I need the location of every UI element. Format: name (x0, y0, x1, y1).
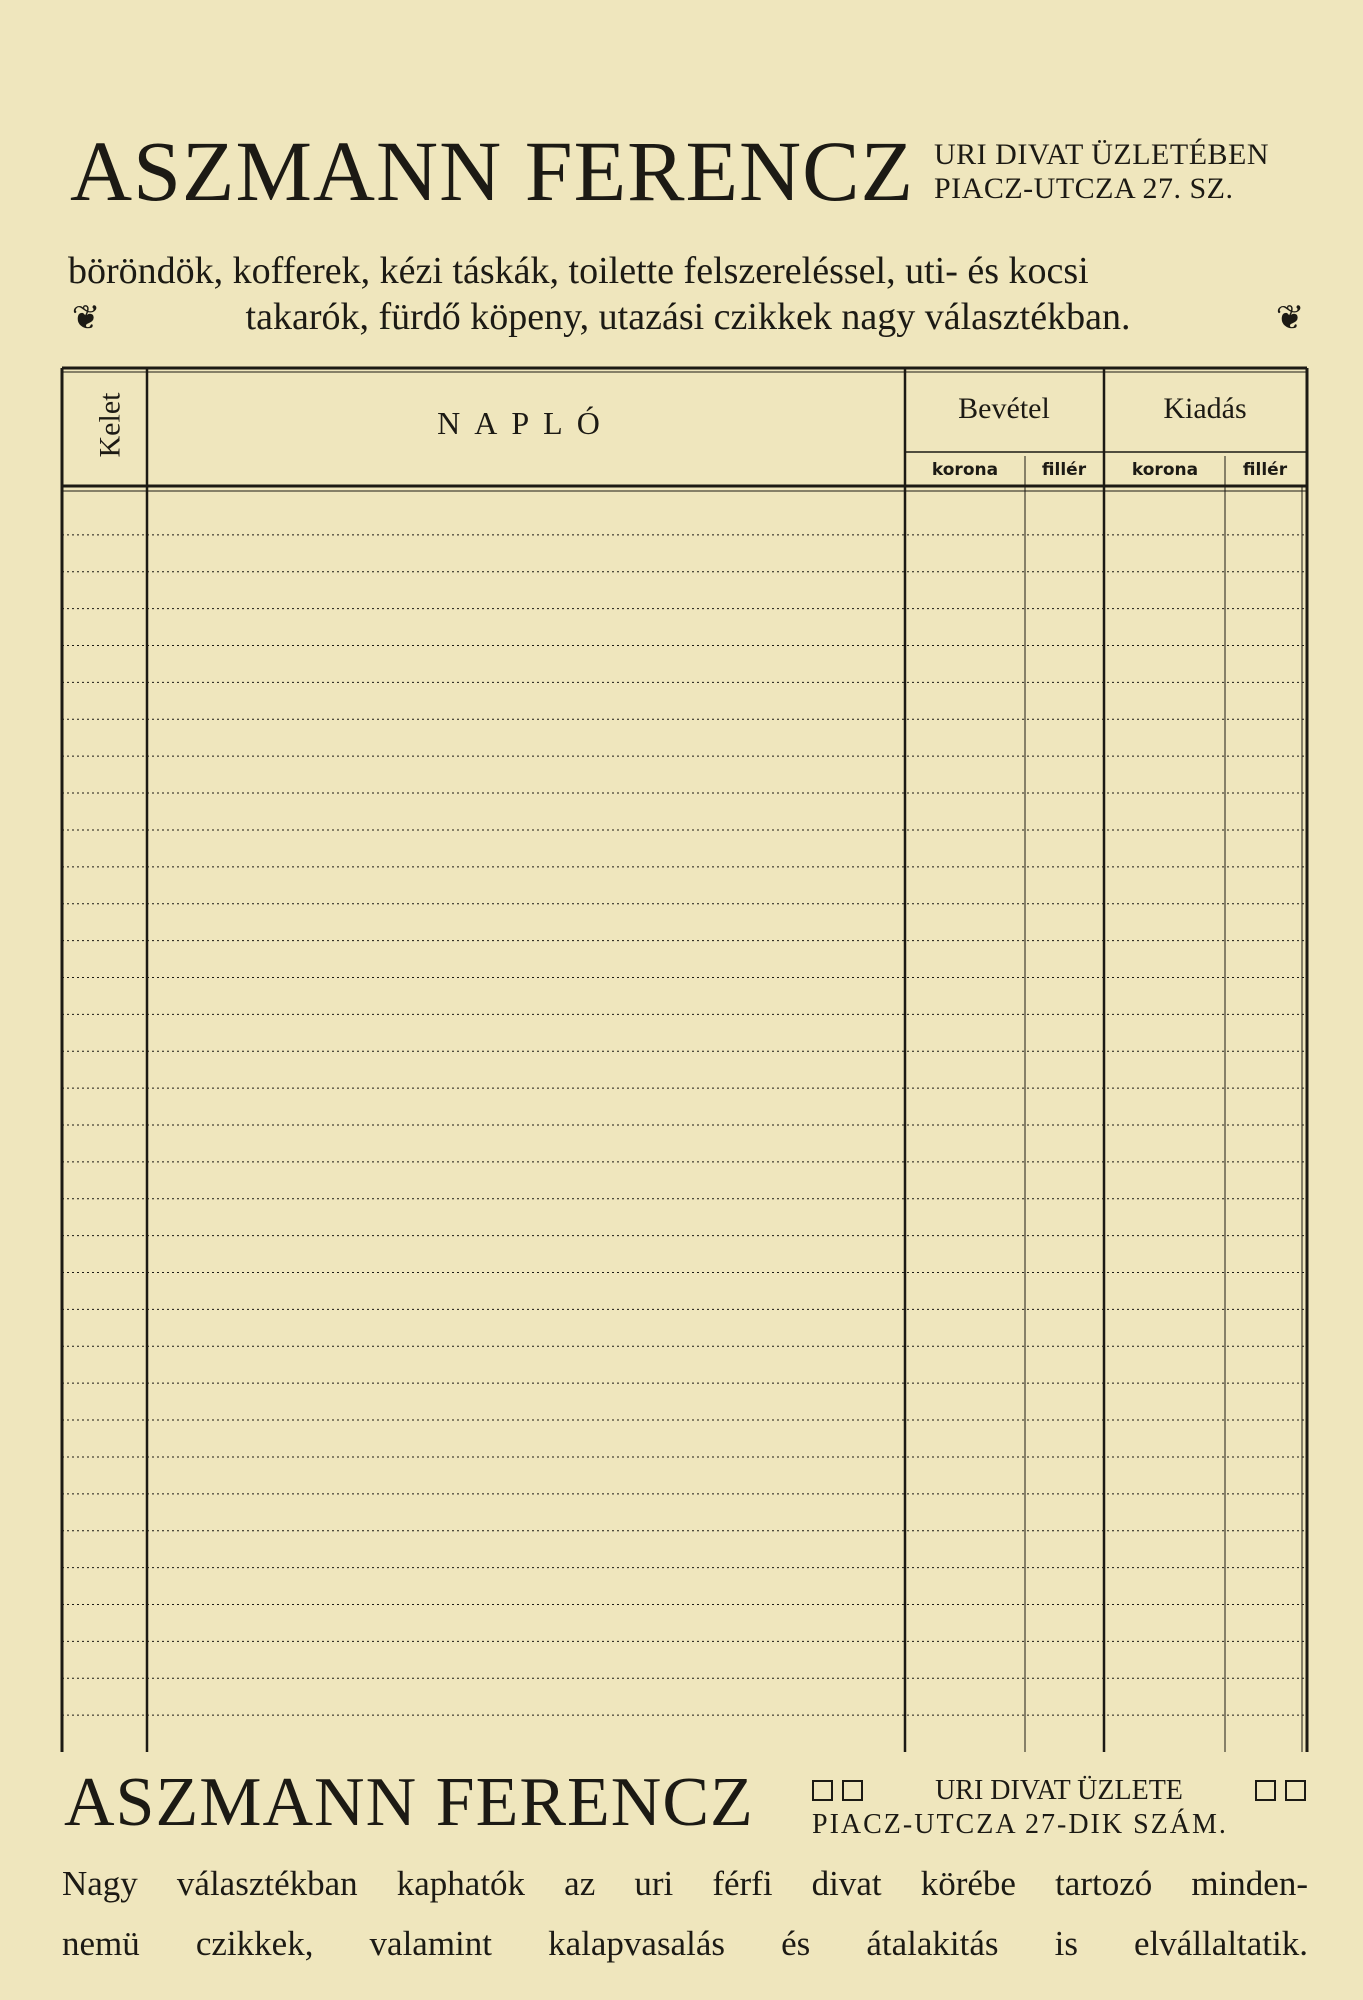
column-header-expense: Kiadás (1163, 392, 1247, 425)
bottom-ad-side-line-1: URI DIVAT ÜZLETE (935, 1775, 1183, 1806)
subheader-expense-filler: fillér (1242, 460, 1288, 480)
top-ad-name: ASZMANN FERENCZ (70, 123, 915, 219)
subheader-expense-korona: korona (1131, 460, 1199, 480)
bottom-ad-side-line-2: PIACZ-UTCZA 27-DIK SZÁM. (812, 1808, 1228, 1840)
box-ornament-icon (1255, 1780, 1306, 1801)
bottom-ad-name: ASZMANN FERENCZ (64, 1764, 754, 1841)
bottom-ad-address (812, 1774, 1306, 1841)
column-header-date (80, 370, 140, 480)
bottom-ad-text-line-2: nemü czikkek, valamint kalapvasalás és átalakitás is elvállaltatik. (62, 1924, 1308, 1963)
subheader-income-korona: korona (931, 460, 999, 480)
top-ad-side-line-1: URI DIVAT ÜZLETÉBEN (934, 138, 1270, 171)
top-ad-side-line-2: PIACZ-UTCZA 27. SZ. (934, 171, 1234, 205)
top-ad-text-line-2: takarók, fürdő köpeny, utazási czikkek nagy választékban. (245, 296, 1131, 338)
flower-ornament-icon: ❦ (71, 300, 101, 337)
column-header-date-label: Kelet (93, 392, 126, 458)
column-header-income: Bevétel (958, 392, 1050, 425)
top-ad-text-line-1: böröndök, kofferek, kézi táskák, toilette felszereléssel, uti- és kocsi (68, 250, 1089, 292)
column-header-journal: NAPLÓ (437, 405, 614, 441)
flower-ornament-icon: ❦ (1275, 300, 1305, 337)
bottom-ad-text-line-1: Nagy választékban kaphatók az uri férfi divat körébe tartozó minden- (62, 1864, 1308, 1903)
bottom-ad-side-row-2 (812, 1808, 1306, 1842)
subheader-income-filler: fillér (1041, 460, 1087, 480)
bottom-ad-side-row-1 (812, 1774, 1306, 1808)
box-ornament-icon (812, 1780, 863, 1801)
